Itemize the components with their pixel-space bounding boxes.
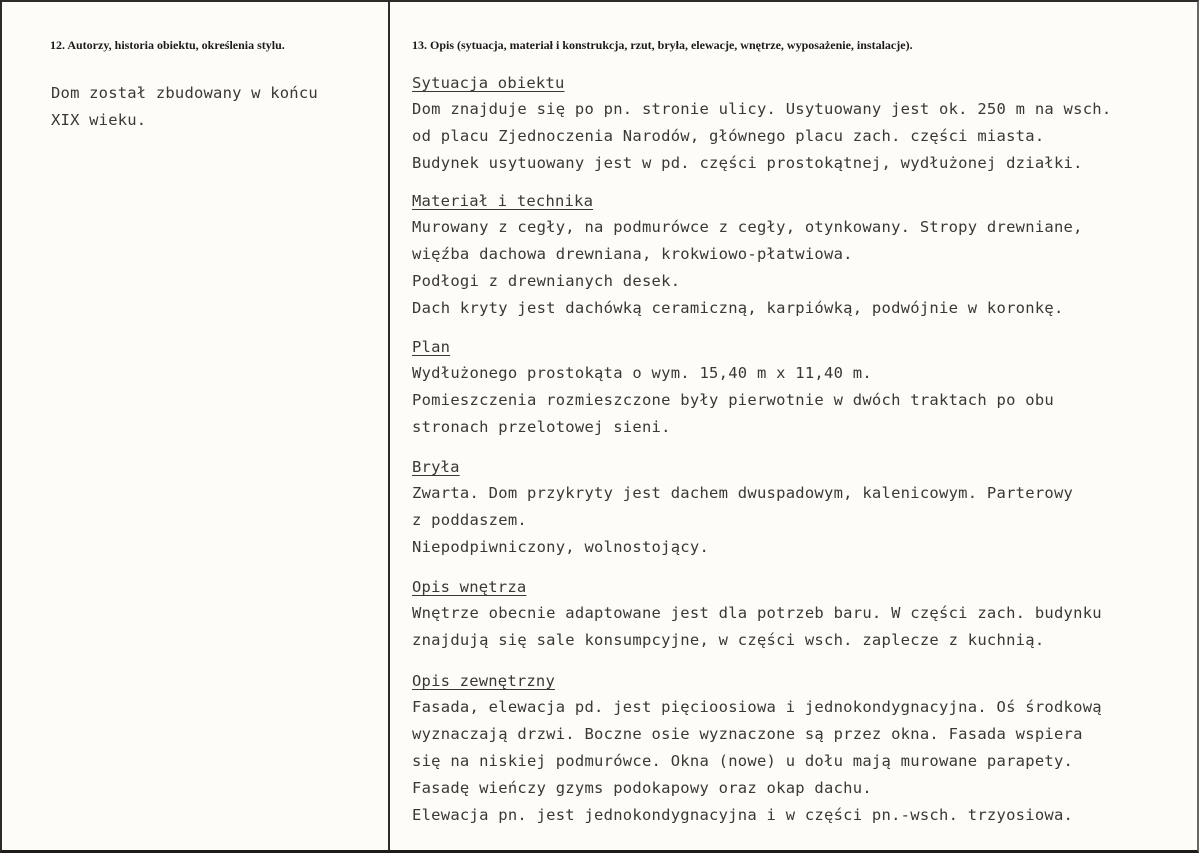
- section-title: Plan: [412, 338, 451, 356]
- section-title: Bryła: [412, 458, 460, 476]
- section-material: [412, 189, 1182, 322]
- section-opis-wnetrza: [412, 575, 1182, 654]
- column-divider: [388, 2, 390, 850]
- section-bryla: [412, 455, 1182, 561]
- text-line: Zwarta. Dom przykryty jest dachem dwuspadowym, kalenicowym. Parterowy: [412, 484, 1074, 502]
- section-plan: [412, 335, 1182, 441]
- text-line: Dom znajduje się po pn. stronie ulicy. Usytuowany jest ok. 250 m na wsch.: [412, 100, 1112, 118]
- text-line: się na niskiej podmurówce. Okna (nowe) u dołu mają murowane parapety.: [412, 752, 1074, 770]
- text-line: Wnętrze obecnie adaptowane jest dla potrzeb baru. W części zach. budynku: [412, 604, 1102, 622]
- text-line: Murowany z cegły, na podmurówce z cegły, otynkowany. Stropy drewniane,: [412, 218, 1083, 236]
- section-title: Opis wnętrza: [412, 578, 527, 596]
- text-line: Pomieszczenia rozmieszczone były pierwotnie w dwóch traktach po obu: [412, 391, 1054, 409]
- text-line: Fasadę wieńczy gzyms podokapowy oraz okap dachu.: [412, 779, 872, 797]
- left-column-heading: 12. Autorzy, historia obiektu, określenia stylu.: [50, 38, 285, 52]
- text-line: Elewacja pn. jest jednokondygnacyjna i w części pn.-wsch. trzyosiowa.: [412, 806, 1074, 824]
- section-title: Sytuacja obiektu: [412, 74, 565, 92]
- text-line: z poddaszem.: [412, 511, 527, 529]
- text-line: od placu Zjednoczenia Narodów, głównego placu zach. części miasta.: [412, 127, 1045, 145]
- left-column-text: Dom został zbudowany w końcu XIX wieku.: [51, 84, 318, 129]
- text-line: Niepodpiwniczony, wolnostojący.: [412, 538, 710, 556]
- text-line: Podłogi z drewnianych desek.: [412, 272, 681, 290]
- right-column-heading: 13. Opis (sytuacja, materiał i konstrukcja, rzut, bryła, elewacje, wnętrze, wyposażenie, instalacje).: [412, 38, 913, 52]
- text-line: wyznaczają drzwi. Boczne osie wyznaczone są przez okna. Fasada wspiera: [412, 725, 1083, 743]
- section-sytuacja: [412, 71, 1182, 177]
- text-line: Wydłużonego prostokąta o wym. 15,40 m x 11,40 m.: [412, 364, 872, 382]
- text-line: więźba dachowa drewniana, krokwiowo-płatwiowa.: [412, 245, 853, 263]
- text-line: Budynek usytuowany jest w pd. części prostokątnej, wydłużonej działki.: [412, 154, 1083, 172]
- description-body: [412, 71, 1182, 829]
- text-line: Dach kryty jest dachówką ceramiczną, karpiówką, podwójnie w koronkę.: [412, 299, 1064, 317]
- section-title: Materiał i technika: [412, 192, 594, 210]
- text-line: stronach przelotowej sieni.: [412, 418, 671, 436]
- section-title: Opis zewnętrzny: [412, 672, 555, 690]
- text-line: znajdują się sale konsumpcyjne, w części wsch. zaplecze z kuchnią.: [412, 631, 1045, 649]
- text-line: Fasada, elewacja pd. jest pięcioosiowa i jednokondygnacyjna. Oś środkową: [412, 698, 1102, 716]
- section-opis-zewnetrzny: [412, 669, 1182, 829]
